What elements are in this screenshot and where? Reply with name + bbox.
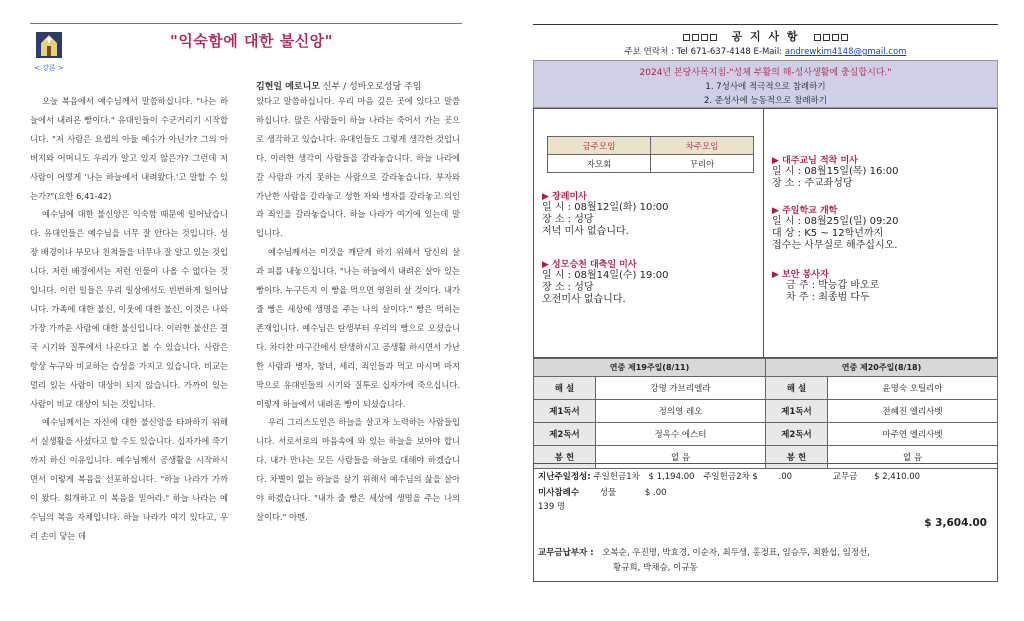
roster-cell: 마주연 엘리사벳 (828, 423, 998, 446)
monthly-offering-label: 교무금 (832, 472, 858, 482)
donors-line-1 (538, 546, 870, 558)
notice-title: ▶ 주일학교 개학 (772, 206, 838, 216)
roster-week-1: 연중 제19주일(8/11) (534, 359, 766, 377)
roster-label: 제2독서 (766, 423, 828, 446)
notice-note: 접수는 사무실로 해주십시오. (772, 240, 898, 251)
meetings-table (547, 136, 754, 173)
roster-cell: 정의영 레오 (596, 400, 766, 423)
donors-label: 교무금납부자 : (538, 548, 594, 558)
roster-label: 해 설 (766, 377, 828, 400)
banner-line-3: 2. 준성사에 능동적으로 참례하기 (704, 96, 827, 106)
paragraph: 오늘 복음에서 예수님께서 말씀하십니다. "나는 하늘에서 내려온 빵이다." 유대인들이 수군거리기 시작합니다. "저 사람은 요셉의 아들 예수가 아닌가? 그의 아버지와 어머니도 우리가 알고 있지 않은가? 그런데 저 사람이 어떻게 '나는 하늘에서 내려왔다.'고 말할 수 있는가?"(요한 6,41-42) (30, 96, 228, 201)
meeting-header-next-week: 차주모임 (651, 137, 754, 155)
attendance-label: 미사참례수 (538, 488, 580, 498)
homily-title: "익숙함에 대한 불신앙" (170, 32, 333, 50)
roster-label: 해 설 (534, 377, 596, 400)
second-collection-label: 주일헌금2차 $ (703, 472, 758, 482)
meeting-next-week: 꾸리아 (651, 155, 754, 173)
first-collection-value: $ 1,194.00 (648, 472, 695, 482)
notice-place: 장 소 : 성당 (542, 282, 594, 293)
author-line (256, 79, 421, 92)
sunday-school-notice (772, 203, 898, 252)
notice-title: ▶ 성모승천 대축일 미사 (542, 260, 637, 270)
banner-line-1: 2024년 본당사목지침-"성체 부활의 해-성사생활에 충실합시다." (639, 68, 892, 78)
offering-total: $ 3,604.00 (924, 517, 987, 529)
roster-label: 제1독서 (766, 400, 828, 423)
building-value: $ .00 (644, 488, 667, 498)
notice-note: 저녁 미사 없습니다. (542, 226, 629, 237)
notices-header (533, 28, 998, 44)
first-collection-label: 주일헌금1차 (593, 472, 640, 482)
notices-title: 공 지 사 항 (731, 30, 800, 43)
notice-time: 일 시 : 08월12일(화) 10:00 (542, 202, 669, 213)
notices-page (533, 22, 998, 582)
paragraph: 우리 그리스도인은 하늘을 살고자 노력하는 사람들입니다. 서로서로의 마음속에 와 있는 하늘을 보아야 합니다. 내가 만나는 모든 사람들을 하늘로 대해야 하겠습니다. 차별이 없는 하늘을 살기 위해서 예수님의 삶을 살아야 하겠습니다. "내가 줄 빵은 세상에 생명을 주는 나의 살이다." 아멘. (256, 417, 460, 522)
table-row (534, 423, 998, 446)
paragraph: 있다고 말씀하십니다. 우리 마음 깊은 곳에 있다고 말씀하십니다. 많은 사람들이 하늘 나라는 죽어서 가는 곳으로 생각하고 있습니다. 유대인들도 그렇게 생각한 것입니다. 이러한 생각이 사람들을 갈라놓습니다. 하늘 나라에 갈 사람과 가지 못하는 사람으로 갈라놓습니다. 부자와 가난한 사람을 갈라놓고 성한 자와 병자를 갈라놓고 의인과 죄인을 갈라놓습니다. 하늘 나라가 여기에 있는데 말입니다. (256, 96, 460, 239)
author-name: 김현일 예로니모 (256, 82, 320, 92)
paragraph: 예수님께서는 이것을 깨닫게 하기 위해서 당신의 살과 피를 내놓으십니다. "나는 하늘에서 내려온 살아 있는 빵이다. 누구든지 이 빵을 먹으면 영원히 살 것이다. 내가 줄 빵은 세상에 생명을 주는 나의 살이다." 빵은 먹히는 존재입니다. 예수님은 탄생부터 우리의 빵으로 오셨습니다. 차디찬 마구간에서 탄생하시고 공생활 하시면서 가난한 사람과 병자, 창녀, 세리, 죄인들과 먹고 마시며 마지막으로 유대인들의 시기와 질투로 십자가에 죽으십니다. 이렇게 하늘에서 내려온 빵이 되셨습니다. (256, 247, 460, 409)
offering-box (533, 463, 998, 582)
roster-cell: 강명 가브리엘라 (596, 377, 766, 400)
table-row (534, 377, 998, 400)
church-icon (36, 32, 62, 58)
homily-page (30, 18, 462, 608)
second-collection-value: .00 (778, 472, 793, 482)
roster-label: 제1독서 (534, 400, 596, 423)
last-week-label: 지난주일정성: (538, 472, 591, 482)
assumption-mass-notice (542, 257, 668, 306)
building-label: 성물 (599, 488, 617, 498)
roster-cell: 없 음 (828, 446, 998, 469)
offering-line-2 (538, 486, 667, 498)
contact-line (533, 45, 998, 57)
roster-cell: 정옥수 에스터 (596, 423, 766, 446)
funeral-mass-notice (542, 189, 668, 238)
notice-time: 일 시 : 08월25일(일) 09:20 (772, 216, 899, 227)
notices-box (533, 108, 998, 358)
pastoral-banner (533, 60, 998, 108)
notice-title: ▶ 보안 봉사자 (772, 270, 829, 280)
notice-time: 일 시 : 08월15일(목) 16:00 (772, 166, 899, 177)
roster-cell: 전혜진 엘리사벳 (828, 400, 998, 423)
attendance-value: 139 명 (538, 502, 566, 512)
notice-title: ▶ 장례미사 (542, 192, 587, 202)
roster-label: 봉 헌 (534, 446, 596, 469)
paragraph: 예수님께서는 자신에 대한 불신앙을 타파하기 위해서 실생활을 사셨다고 할 수도 있습니다. 십자가에 죽기까지 하신 이유입니다. 예수님께서 공생활을 시작하시면서 이렇게 복음을 선포하십니다. "하늘 나라가 가까이 왔다. 회개하고 이 복음을 믿어라." 하늘 나라는 예수님의 복음 자체입니다. 하늘 나라가 여기 있다고, 우리 손이 닿는 데 (30, 417, 228, 541)
homily-label: < 강론 > (34, 64, 64, 72)
roster-cell: 윤명숙 오틸리아 (828, 377, 998, 400)
notice-time: 일 시 : 08월14일(수) 19:00 (542, 270, 669, 281)
donors-line-2: 황규희, 박채승, 이규동 (613, 563, 698, 573)
liturgy-roster (533, 358, 998, 469)
top-divider (30, 23, 462, 24)
contact-text: 주보 연락처 : Tel 671-637-4148 E-Mail: (624, 47, 785, 57)
homily-column-1 (30, 92, 228, 546)
contact-email-link[interactable]: andrewkim4148@gmail.com (784, 47, 907, 57)
banner-line-2: 1. 7성사에 적극적으로 참례하기 (705, 82, 826, 92)
monthly-offering-value: $ 2,410.00 (874, 472, 921, 482)
roster-label: 제2독서 (534, 423, 596, 446)
volunteer-next-week: 차 주 : 최종범 다두 (786, 292, 870, 303)
homily-column-2 (256, 92, 460, 527)
archbishop-mass-notice (772, 153, 898, 190)
roster-cell: 없 음 (596, 446, 766, 469)
donors-names: 오복순, 우진명, 박효경, 이순자, 최두생, 홍정표, 임승두, 최환섭, 임정선, (602, 548, 870, 558)
notice-title: ▶ 대주교님 적착 미사 (772, 156, 858, 166)
notice-target: 대 상 : K5 ~ 12학년까지 (772, 228, 884, 239)
meeting-header-this-week: 금주모임 (548, 137, 651, 155)
volunteer-this-week: 금 주 : 박능갑 바오로 (786, 280, 880, 291)
notice-note: 오전미사 없습니다. (542, 294, 626, 305)
paragraph: 예수님에 대한 불신앙은 익숙함 때문에 일어났습니다. 유대인들은 예수님을 너무 잘 안다는 것입니다. 성장 배경이나 부모나 친척들을 너무나 잘 알고 있는 것입니다. 저런 배경에서는 저런 인물이 나올 수 없다는 것입니다. 이런 일들은 우리 일상에서도 빈번하게 일어납니다. 가족에 대한 불신, 이웃에 대한 불신, 이것은 나와 가장 가까운 사람에 대한 불신입니다. 이러한 불신은 결국 시기와 질투에서 나온다고 볼 수 있습니다. 사람은 항상 누구와 비교하는 습성을 가지고 있습니다. 비교는 멀리 있는 사람이 대상이 되지 않습니다. 가까이 있는 사람이 비교 대상이 되는 것입니다. (30, 209, 228, 409)
roster-label: 봉 헌 (766, 446, 828, 469)
offering-line-1 (538, 470, 920, 482)
roster-week-2: 연중 제20주일(8/18) (766, 359, 998, 377)
notice-place: 장 소 : 성당 (542, 214, 594, 225)
security-volunteer-notice (772, 267, 879, 304)
notice-place: 장 소 : 주교좌성당 (772, 178, 853, 189)
notices-divider (763, 109, 764, 359)
meeting-this-week: 자모회 (548, 155, 651, 173)
table-row (534, 400, 998, 423)
author-role: 신부 / 성바오로성당 주임 (322, 82, 422, 92)
header-rule-top (533, 24, 998, 25)
